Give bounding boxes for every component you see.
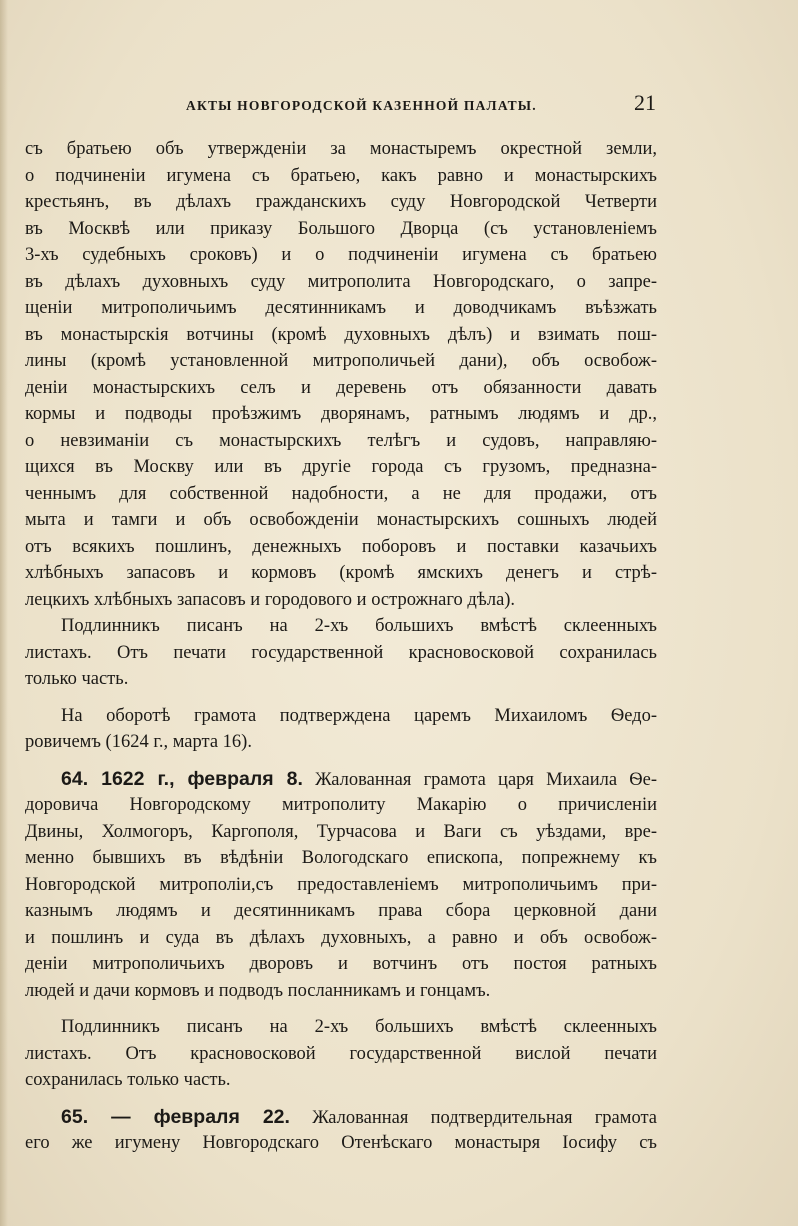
text-line: о невзиманіи съ монастырскихъ телѣгъ и судовъ, направляю- bbox=[25, 430, 657, 451]
text-line: деніи монастырскихъ селъ и деревень отъ обязанности давать bbox=[25, 377, 657, 398]
paragraph-gap bbox=[25, 1094, 657, 1104]
text-line: въ дѣлахъ духовныхъ суду митрополита Новгородскаго, о запре- bbox=[25, 271, 657, 292]
text-line: казнымъ людямъ и десятинникамъ права сбора церковной дани bbox=[25, 901, 657, 921]
text-line: щихся въ Москву или въ другіе города съ грузомъ, предназна- bbox=[25, 457, 657, 477]
text-line: людей и дачи кормовъ и подводъ посланникамъ и гонцамъ. bbox=[25, 980, 491, 1001]
entry-65-first-line bbox=[25, 1104, 657, 1131]
entry-64-first-line bbox=[25, 766, 657, 793]
text-line: щеніи митрополичьимъ десятинникамъ и доводчикамъ въѣзжать bbox=[25, 298, 657, 318]
text-line: его же игумену Новгородскаго Отенѣскаго монастыря Іосифу съ bbox=[25, 1133, 657, 1153]
text-line: о подчиненіи игумена съ братьею, какъ равно и монастырскихъ bbox=[25, 165, 657, 186]
entry-65-heading: 65. — февраля 22. bbox=[61, 1105, 290, 1128]
text-line: и пошлинъ и суда въ дѣлахъ духовныхъ, а равно и объ освобож- bbox=[25, 927, 657, 948]
note-line: На оборотѣ грамота подтверждена царемъ Михаиломъ Ѳедо- bbox=[61, 705, 657, 726]
text-line: отъ всякихъ пошлинъ, денежныхъ поборовъ и поставки казачьихъ bbox=[25, 536, 657, 557]
paragraph-gap bbox=[25, 756, 657, 766]
text-line: деніи митрополичьихъ дворовъ и вотчинъ отъ постоя ратныхъ bbox=[25, 954, 657, 974]
text-line: доровича Новгородскому митрополиту Макарію о причисленіи bbox=[25, 795, 657, 815]
entry-64-title-start: Жалованная грамота царя Михаила Ѳе- bbox=[315, 769, 657, 790]
note-line: листахъ. Отъ печати государственной красновосковой сохранилась bbox=[25, 642, 657, 663]
text-line: Двины, Холмогоръ, Каргополя, Турчасова и Ваги съ уѣздами, вре- bbox=[25, 821, 657, 842]
running-title: АКТЫ НОВГОРОДСКОЙ КАЗЕННОЙ ПАЛАТЫ. bbox=[186, 98, 537, 113]
text-line: мыта и тамги и объ освобожденіи монастырскихъ сошныхъ людей bbox=[25, 510, 657, 530]
note-line: ровичемъ (1624 г., марта 16). bbox=[25, 732, 252, 752]
text-line: 3-хъ судебныхъ сроковъ) и о подчиненіи игумена съ братьею bbox=[25, 245, 657, 265]
text-line: въ Москвѣ или приказу Большого Дворца (съ установленіемъ bbox=[25, 218, 657, 239]
text-line: Новгородской митрополіи,съ предоставленіемъ митрополичьимъ при- bbox=[25, 874, 657, 895]
text-line: съ братьею объ утвержденіи за монастыремъ окрестной земли, bbox=[25, 139, 657, 159]
entry-64-heading: 64. 1622 г., февраля 8. bbox=[61, 767, 303, 790]
note-line: только часть. bbox=[25, 669, 129, 689]
note-line: листахъ. Отъ красновосковой государственной вислой печати bbox=[25, 1043, 657, 1064]
text-line: ченнымъ для собственной надобности, а не для продажи, отъ bbox=[25, 483, 657, 504]
text-line: въ монастырскія вотчины (кромѣ духовныхъ дѣлъ) и взимать пош- bbox=[25, 324, 657, 345]
text-line: лецкихъ хлѣбныхъ запасовъ и городового и острожнаго дѣла). bbox=[25, 589, 516, 610]
paragraph-gap bbox=[25, 693, 657, 703]
page-header bbox=[186, 90, 656, 118]
text-line: хлѣбныхъ запасовъ и кормовъ (кромѣ ямскихъ денегъ и стрѣ- bbox=[25, 563, 657, 583]
text-line: крестьянъ, въ дѣлахъ гражданскихъ суду Новгородской Четверти bbox=[25, 192, 657, 212]
paragraph-gap bbox=[25, 1004, 657, 1014]
page-spine-shadow bbox=[0, 0, 8, 1226]
text-line: лины (кромѣ установленной митрополичьей дани), объ освобож- bbox=[25, 351, 657, 371]
note-line: Подлинникъ писанъ на 2-хъ большихъ вмѣстѣ склеенныхъ bbox=[61, 1017, 657, 1037]
note-line: Подлинникъ писанъ на 2-хъ большихъ вмѣстѣ склеенныхъ bbox=[61, 616, 657, 636]
text-line: менно бывшихъ въ вѣдѣніи Вологодскаго епископа, попрежнему къ bbox=[25, 848, 657, 868]
note-line: сохранилась только часть. bbox=[25, 1070, 231, 1090]
page-number: 21 bbox=[634, 90, 656, 115]
text-line: кормы и подводы проѣзжимъ дворянамъ, ратнымъ людямъ и др., bbox=[25, 404, 657, 424]
page-text bbox=[25, 136, 657, 1157]
entry-65-title-start: Жалованная подтвердительная грамота bbox=[312, 1107, 657, 1128]
